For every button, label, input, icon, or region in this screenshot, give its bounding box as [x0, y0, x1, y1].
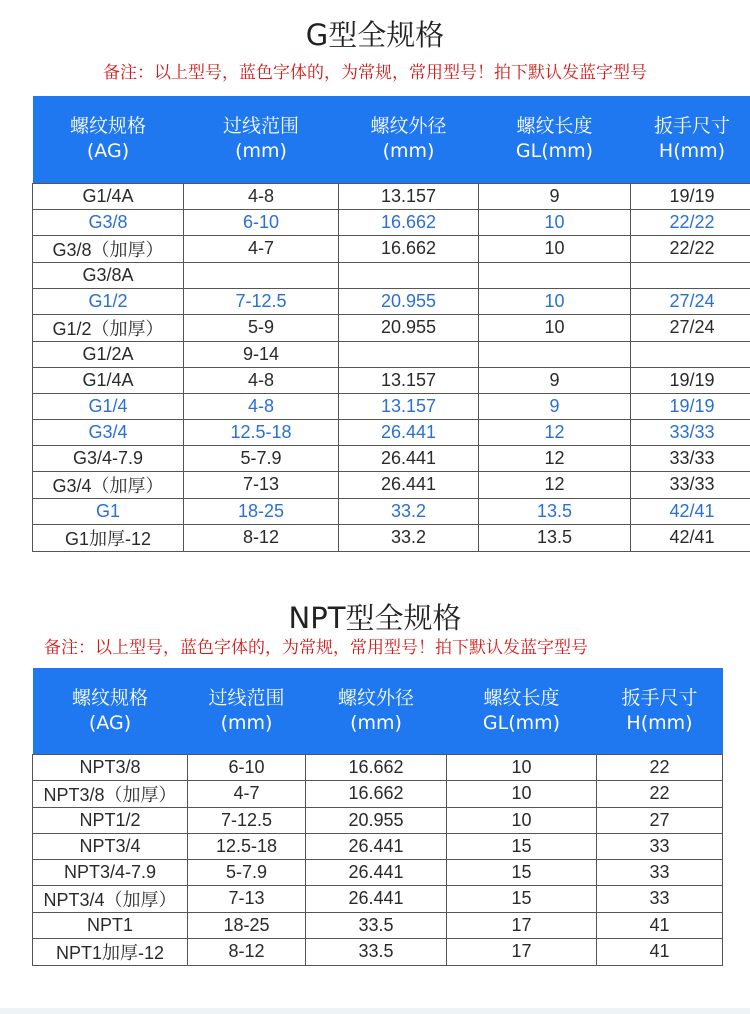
table-row: [33, 912, 723, 938]
table-cell: 10: [447, 754, 597, 780]
table-cell: 4-8: [184, 367, 339, 393]
table-cell: G1/4A: [33, 367, 184, 393]
table-cell: 18-25: [188, 912, 306, 938]
header-cable-range: 过线范围 (mm): [184, 96, 339, 183]
table-cell: 4-8: [184, 393, 339, 419]
table-cell: 6-10: [188, 754, 306, 780]
table-cell: 10: [447, 780, 597, 807]
table-cell: 7-13: [188, 885, 306, 912]
table-cell: 15: [447, 885, 597, 912]
table-cell: 42/41: [631, 524, 750, 551]
table-row: [33, 262, 750, 288]
table-row: [33, 754, 723, 780]
table-row: [33, 524, 750, 551]
table-cell: G1/2: [33, 288, 184, 314]
table-cell: 26.441: [339, 445, 479, 471]
npt-section-note: 备注：以上型号，蓝色字体的，为常规，常用型号！拍下默认发蓝字型号: [44, 638, 588, 658]
table-cell: 33: [597, 833, 723, 859]
table-cell: [339, 262, 479, 288]
header-thread-length: 螺纹长度 GL(mm): [447, 668, 597, 754]
table-cell: 41: [597, 912, 723, 938]
table-cell: G3/8A: [33, 262, 184, 288]
table-cell: 15: [447, 859, 597, 885]
table-row: [33, 314, 750, 341]
header-thread-length: 螺纹长度 GL(mm): [479, 96, 631, 183]
table-cell: 18-25: [184, 498, 339, 524]
table-header-row: [33, 668, 723, 754]
table-cell: G3/4（加厚）: [33, 471, 184, 498]
table-cell: G1/4: [33, 393, 184, 419]
table-row: [33, 235, 750, 262]
table-cell: 33.2: [339, 524, 479, 551]
table-cell: 12: [479, 471, 631, 498]
table-cell: G1: [33, 498, 184, 524]
table-cell: 4-7: [188, 780, 306, 807]
table-cell: G3/4-7.9: [33, 445, 184, 471]
table-cell: NPT3/4（加厚）: [33, 885, 188, 912]
table-cell: 33: [597, 859, 723, 885]
table-cell: 6-10: [184, 209, 339, 235]
table-cell: 42/41: [631, 498, 750, 524]
table-cell: NPT3/8: [33, 754, 188, 780]
table-row: [33, 938, 723, 965]
table-cell: 27/24: [631, 288, 750, 314]
table-cell: 9-14: [184, 341, 339, 367]
table-cell: NPT3/4-7.9: [33, 859, 188, 885]
table-cell: G3/8: [33, 209, 184, 235]
table-cell: G1/2A: [33, 341, 184, 367]
table-cell: NPT3/8（加厚）: [33, 780, 188, 807]
table-cell: 13.5: [479, 498, 631, 524]
bottom-strip: [0, 1008, 750, 1014]
table-cell: [479, 262, 631, 288]
table-row: [33, 885, 723, 912]
table-cell: 33.5: [306, 938, 447, 965]
table-cell: 26.441: [306, 833, 447, 859]
table-cell: 16.662: [339, 209, 479, 235]
header-thread-spec: 螺纹规格 (AG): [33, 668, 188, 754]
g-spec-table: [32, 96, 750, 552]
table-cell: 33.5: [306, 912, 447, 938]
header-wrench-size: 扳手尺寸 H(mm): [597, 668, 723, 754]
table-row: [33, 419, 750, 445]
table-cell: 41: [597, 938, 723, 965]
table-cell: 13.157: [339, 183, 479, 209]
table-cell: 33: [597, 885, 723, 912]
table-cell: 10: [479, 209, 631, 235]
table-cell: 5-9: [184, 314, 339, 341]
table-header-row: [33, 96, 750, 183]
table-cell: 26.441: [339, 419, 479, 445]
npt-section-title: NPT型全规格: [288, 601, 462, 635]
table-row: [33, 498, 750, 524]
table-cell: 17: [447, 912, 597, 938]
table-row: [33, 807, 723, 833]
table-cell: 26.441: [306, 859, 447, 885]
table-row: [33, 367, 750, 393]
table-row: [33, 471, 750, 498]
table-cell: 27: [597, 807, 723, 833]
g-section-note: 备注：以上型号，蓝色字体的，为常规，常用型号！拍下默认发蓝字型号: [103, 63, 647, 83]
table-row: [33, 445, 750, 471]
table-cell: 10: [447, 807, 597, 833]
table-cell: NPT1/2: [33, 807, 188, 833]
table-cell: 9: [479, 393, 631, 419]
table-cell: 19/19: [631, 393, 750, 419]
table-cell: 33/33: [631, 471, 750, 498]
table-cell: 22: [597, 780, 723, 807]
table-cell: 16.662: [339, 235, 479, 262]
table-cell: 15: [447, 833, 597, 859]
table-cell: 13.157: [339, 367, 479, 393]
table-row: [33, 393, 750, 419]
table-row: [33, 859, 723, 885]
table-cell: 12: [479, 419, 631, 445]
table-row: [33, 341, 750, 367]
table-cell: 19/19: [631, 367, 750, 393]
table-cell: 20.955: [306, 807, 447, 833]
table-cell: 22/22: [631, 235, 750, 262]
table-cell: [339, 341, 479, 367]
table-cell: 33/33: [631, 445, 750, 471]
table-cell: 4-7: [184, 235, 339, 262]
table-cell: 12.5-18: [188, 833, 306, 859]
table-cell: NPT1加厚-12: [33, 938, 188, 965]
table-cell: G1/2（加厚）: [33, 314, 184, 341]
table-row: [33, 183, 750, 209]
table-cell: 16.662: [306, 754, 447, 780]
table-cell: 20.955: [339, 288, 479, 314]
table-cell: 17: [447, 938, 597, 965]
table-cell: 20.955: [339, 314, 479, 341]
table-cell: 8-12: [184, 524, 339, 551]
table-cell: G3/8（加厚）: [33, 235, 184, 262]
header-thread-spec: 螺纹规格 (AG): [33, 96, 184, 183]
table-cell: [479, 341, 631, 367]
table-row: [33, 780, 723, 807]
table-cell: 10: [479, 235, 631, 262]
table-cell: 19/19: [631, 183, 750, 209]
table-cell: G1/4A: [33, 183, 184, 209]
table-cell: 16.662: [306, 780, 447, 807]
table-cell: 27/24: [631, 314, 750, 341]
table-cell: 26.441: [306, 885, 447, 912]
table-cell: 26.441: [339, 471, 479, 498]
table-cell: 22: [597, 754, 723, 780]
table-cell: 7-13: [184, 471, 339, 498]
g-section-title: G型全规格: [305, 18, 445, 52]
header-wrench-size: 扳手尺寸 H(mm): [631, 96, 750, 183]
table-cell: 10: [479, 314, 631, 341]
table-cell: 5-7.9: [184, 445, 339, 471]
table-cell: 4-8: [184, 183, 339, 209]
table-row: [33, 209, 750, 235]
table-row: [33, 833, 723, 859]
table-cell: 33/33: [631, 419, 750, 445]
table-cell: 7-12.5: [184, 288, 339, 314]
table-cell: 8-12: [188, 938, 306, 965]
npt-spec-table: [32, 668, 723, 966]
table-cell: 12: [479, 445, 631, 471]
header-thread-diameter: 螺纹外径 (mm): [339, 96, 479, 183]
table-cell: 13.157: [339, 393, 479, 419]
table-cell: 5-7.9: [188, 859, 306, 885]
table-cell: 12.5-18: [184, 419, 339, 445]
table-cell: [631, 262, 750, 288]
table-cell: NPT1: [33, 912, 188, 938]
table-cell: 22/22: [631, 209, 750, 235]
table-cell: G1加厚-12: [33, 524, 184, 551]
table-cell: 13.5: [479, 524, 631, 551]
table-cell: 10: [479, 288, 631, 314]
table-cell: 7-12.5: [188, 807, 306, 833]
table-cell: 9: [479, 367, 631, 393]
table-cell: 9: [479, 183, 631, 209]
table-cell: 33.2: [339, 498, 479, 524]
table-cell: [631, 341, 750, 367]
table-row: [33, 288, 750, 314]
header-cable-range: 过线范围 (mm): [188, 668, 306, 754]
table-cell: NPT3/4: [33, 833, 188, 859]
header-thread-diameter: 螺纹外径 (mm): [306, 668, 447, 754]
table-cell: G3/4: [33, 419, 184, 445]
table-cell: [184, 262, 339, 288]
